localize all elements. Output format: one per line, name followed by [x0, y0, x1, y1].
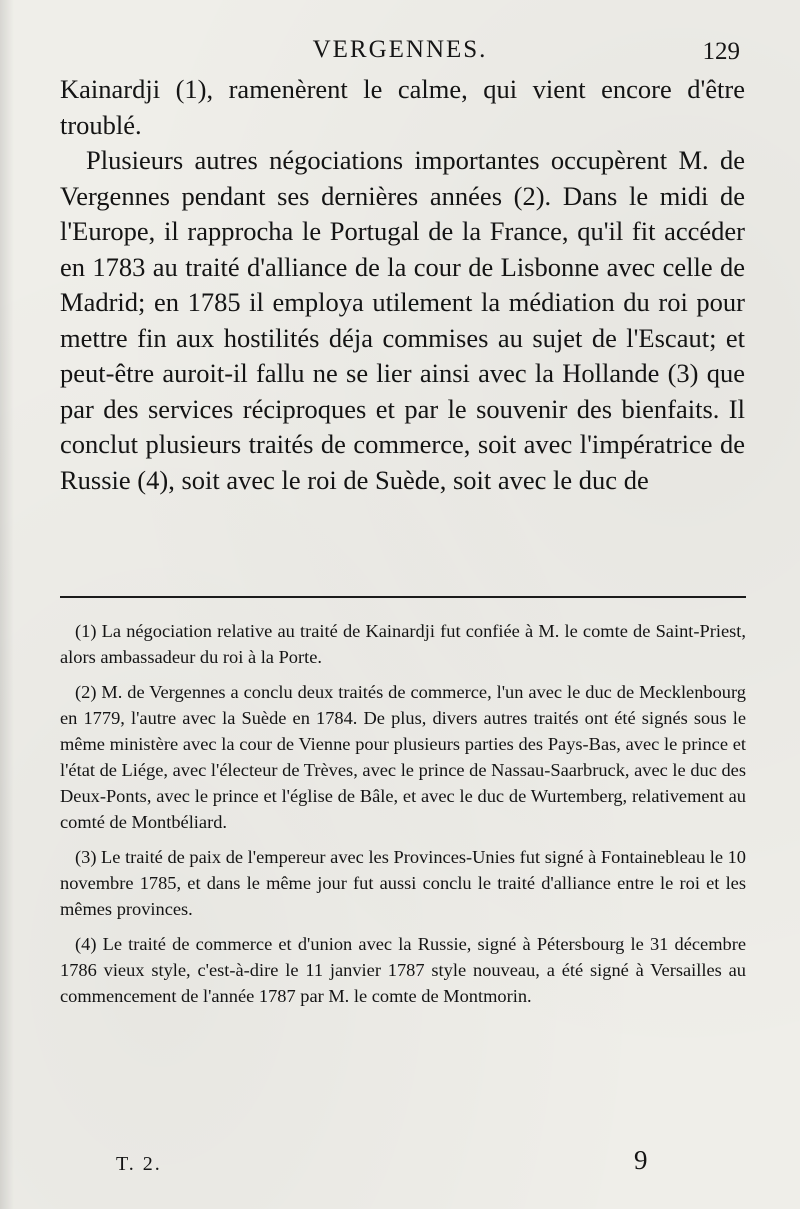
paragraph-continuation: Kainardji (1), ramenèrent le calme, qui vient encore d'être troublé. — [60, 74, 745, 140]
signature-mark: T. 2. — [116, 1153, 162, 1175]
page-header — [60, 36, 740, 70]
page-number: 129 — [702, 38, 740, 65]
footnote-divider — [60, 596, 746, 598]
footnote-3: (3) Le traité de paix de l'empereur avec les Provinces-Unies fut signé à Fontainebleau le 10 novembre 1785, et dans le même jour fut aussi conclu le traité d'alliance entre le roi et les mêmes provinces. — [60, 847, 746, 919]
footnote-1: (1) La négociation relative au traité de Kainardji fut confiée à M. le comte de Saint-Priest, alors ambassadeur du roi à la Porte. — [60, 621, 746, 667]
running-title: VERGENNES. — [312, 36, 488, 63]
footnotes — [60, 618, 746, 1018]
paragraph-negotiations: Plusieurs autres négociations importantes occupèrent M. de Vergennes pendant ses dernières années (2). Dans le midi de l'Europe, il rapprocha le Portugal de la France, qu'il fit accéder en 1783 au traité d'alliance de la cour de Lisbonne avec celle de Madrid; en 1785 il employa utilement la médiation du roi pour mettre fin aux hostilités déja commises au sujet de l'Escaut; et peut-être auroit-il fallu ne se lier ainsi avec la Hollande (3) que par des services réciproques et par le souvenir des bienfaits. Il conclut plusieurs traités de commerce, soit avec l'impératrice de Russie (4), soit avec le roi de Suède, soit avec le duc de — [60, 145, 745, 495]
page-gutter-shadow — [0, 0, 14, 1209]
footnote-2: (2) M. de Vergennes a conclu deux traités de commerce, l'un avec le duc de Mecklenbourg en 1779, l'autre avec la Suède en 1784. De plus, divers autres traités ont été signés sous le même ministère avec la cour de Vienne pour plusieurs parties des Pays-Bas, avec le prince et l'état de Liége, avec l'électeur de Trèves, avec le prince de Nassau-Saarbruck, avec le duc des Deux-Ponts, avec le prince et l'église de Bâle, et avec le duc de Wurtemberg, relativement au comté de Montbéliard. — [60, 682, 746, 832]
main-text — [60, 72, 745, 498]
footnote-4: (4) Le traité de commerce et d'union avec la Russie, signé à Pétersbourg le 31 décembre 1786 vieux style, c'est-à-dire le 11 janvier 1787 style nouveau, a été signé à Versailles au commencement de l'année 1787 par M. le comte de Montmorin. — [60, 934, 746, 1006]
sheet-number: 9 — [634, 1145, 648, 1175]
